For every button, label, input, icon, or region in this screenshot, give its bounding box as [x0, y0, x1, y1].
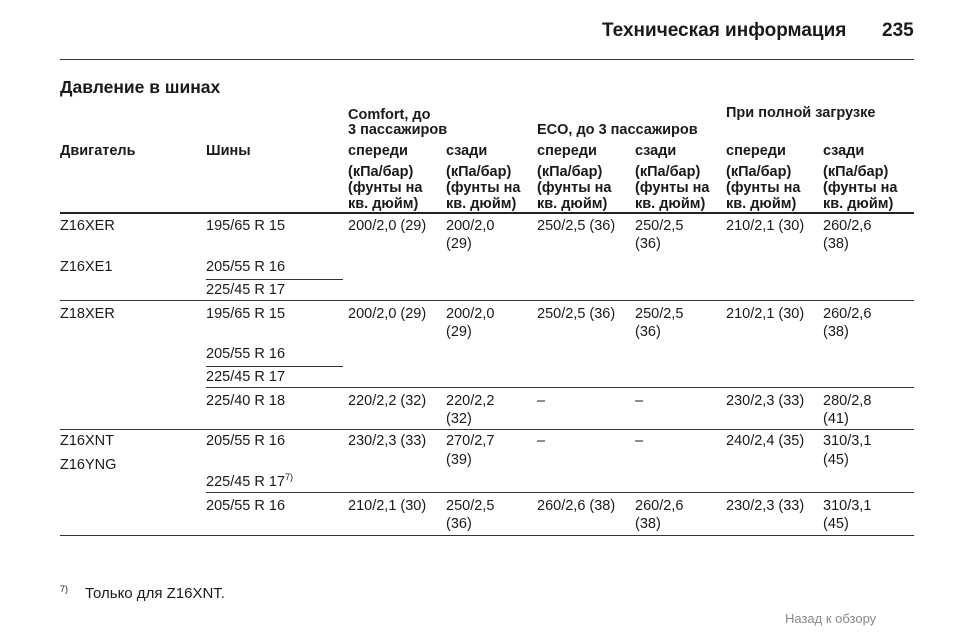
unit-label: (фунты на: [635, 180, 710, 196]
page-number: 235: [882, 20, 914, 41]
engine-cell: Z16XE1: [60, 259, 113, 275]
full-rear-cell: 260/2,6: [823, 218, 872, 234]
col-engine-header: Двигатель: [60, 143, 136, 159]
comfort-rear-cell: 220/2,2: [446, 393, 495, 409]
eco-front-cell: –: [537, 433, 546, 449]
tire-cell: 205/55 R 16: [206, 259, 286, 275]
row-divider: [206, 492, 914, 493]
unit-label: (кПа/бар): [537, 164, 603, 180]
comfort-front-cell: 200/2,0 (29): [348, 306, 427, 322]
comfort-front-cell: 230/2,3 (33): [348, 433, 427, 449]
comfort-rear-cell: (29): [446, 236, 472, 252]
eco-rear-cell: 250/2,5: [635, 306, 684, 322]
tire-cell: 205/55 R 16: [206, 433, 286, 449]
col-eco-front: спереди: [537, 143, 597, 159]
unit-label: кв. дюйм): [823, 196, 894, 212]
group-divider: [60, 300, 914, 301]
section-title: Давление в шинах: [60, 77, 221, 97]
unit-label: кв. дюйм): [726, 196, 797, 212]
full-front-cell: 230/2,3 (33): [726, 393, 805, 409]
comfort-front-cell: 220/2,2 (32): [348, 393, 427, 409]
full-front-cell: 210/2,1 (30): [726, 218, 805, 234]
unit-label: кв. дюйм): [348, 196, 419, 212]
tire-cell: [206, 473, 293, 491]
full-front-cell: 210/2,1 (30): [726, 306, 805, 322]
comfort-rear-cell: 270/2,7: [446, 433, 495, 449]
page-header-title: Техническая информация: [602, 20, 847, 41]
unit-label: (кПа/бар): [823, 164, 889, 180]
group-eco: ECO, до 3 пассажиров: [537, 122, 698, 138]
comfort-rear-cell: (32): [446, 411, 472, 427]
eco-rear-cell: 260/2,6: [635, 498, 684, 514]
comfort-rear-cell: 250/2,5: [446, 498, 495, 514]
row-divider: [206, 279, 343, 280]
unit-label: (фунты на: [537, 180, 612, 196]
header-divider: [60, 59, 914, 60]
comfort-rear-cell: 200/2,0: [446, 218, 495, 234]
unit-label: (фунты на: [446, 180, 521, 196]
unit-label: (фунты на: [348, 180, 423, 196]
footnote-text: Только для Z16XNT.: [85, 585, 225, 602]
tire-cell: 225/45 R 17: [206, 282, 286, 298]
unit-label: (фунты на: [823, 180, 898, 196]
unit-label: (фунты на: [726, 180, 801, 196]
group-divider: [60, 429, 914, 430]
unit-label: (кПа/бар): [446, 164, 512, 180]
eco-rear-cell: (36): [635, 324, 661, 340]
unit-label: кв. дюйм): [635, 196, 706, 212]
full-front-cell: 240/2,4 (35): [726, 433, 805, 449]
back-to-overview-link[interactable]: Назад к обзору: [785, 611, 877, 626]
eco-rear-cell: –: [635, 433, 644, 449]
tire-cell: 205/55 R 16: [206, 498, 286, 514]
tire-cell: 205/55 R 16: [206, 346, 286, 362]
tire-cell: 195/65 R 15: [206, 218, 286, 234]
unit-label: (кПа/бар): [635, 164, 701, 180]
col-comfort-rear: сзади: [446, 143, 488, 159]
row-divider: [206, 387, 914, 388]
col-tires-header: Шины: [206, 143, 251, 159]
group-comfort-line1: Comfort, до: [348, 107, 431, 123]
eco-rear-cell: –: [635, 393, 644, 409]
eco-rear-cell: 250/2,5: [635, 218, 684, 234]
tire-cell: 225/45 R 17: [206, 369, 286, 385]
group-comfort-line2: 3 пассажиров: [348, 122, 448, 138]
header-bottom-rule: [60, 212, 914, 214]
comfort-rear-cell: (36): [446, 516, 472, 532]
engine-cell: Z18XER: [60, 306, 115, 322]
engine-cell: Z16XNT: [60, 433, 114, 449]
tire-cell-text: 225/45 R 17: [206, 474, 286, 490]
eco-rear-cell: (36): [635, 236, 661, 252]
footnote-mark: 7): [60, 584, 69, 594]
full-rear-cell: 310/3,1: [823, 433, 872, 449]
full-rear-cell: (41): [823, 411, 849, 427]
unit-label: (кПа/бар): [348, 164, 414, 180]
eco-front-cell: –: [537, 393, 546, 409]
engine-cell: Z16XER: [60, 218, 115, 234]
unit-label: кв. дюйм): [446, 196, 517, 212]
engine-cell: Z16YNG: [60, 457, 117, 473]
row-divider: [206, 366, 343, 367]
eco-front-cell: 250/2,5 (36): [537, 306, 616, 322]
comfort-rear-cell: (39): [446, 452, 472, 468]
full-rear-cell: (38): [823, 324, 849, 340]
full-rear-cell: (38): [823, 236, 849, 252]
footnote-reference: 7): [285, 472, 294, 483]
group-full-load: При полной загрузке: [726, 105, 876, 121]
table-bottom-rule: [60, 535, 914, 536]
full-front-cell: 230/2,3 (33): [726, 498, 805, 514]
comfort-rear-cell: (29): [446, 324, 472, 340]
full-rear-cell: 310/3,1: [823, 498, 872, 514]
full-rear-cell: (45): [823, 516, 849, 532]
comfort-front-cell: 200/2,0 (29): [348, 218, 427, 234]
full-rear-cell: (45): [823, 452, 849, 468]
col-eco-rear: сзади: [635, 143, 677, 159]
unit-label: (кПа/бар): [726, 164, 792, 180]
col-full-front: спереди: [726, 143, 786, 159]
eco-front-cell: 260/2,6 (38): [537, 498, 616, 514]
col-full-rear: сзади: [823, 143, 865, 159]
tire-cell: 225/40 R 18: [206, 393, 286, 409]
tire-cell: 195/65 R 15: [206, 306, 286, 322]
eco-rear-cell: (38): [635, 516, 661, 532]
eco-front-cell: 250/2,5 (36): [537, 218, 616, 234]
comfort-front-cell: 210/2,1 (30): [348, 498, 427, 514]
full-rear-cell: 260/2,6: [823, 306, 872, 322]
unit-label: кв. дюйм): [537, 196, 608, 212]
comfort-rear-cell: 200/2,0: [446, 306, 495, 322]
full-rear-cell: 280/2,8: [823, 393, 872, 409]
col-comfort-front: спереди: [348, 143, 408, 159]
